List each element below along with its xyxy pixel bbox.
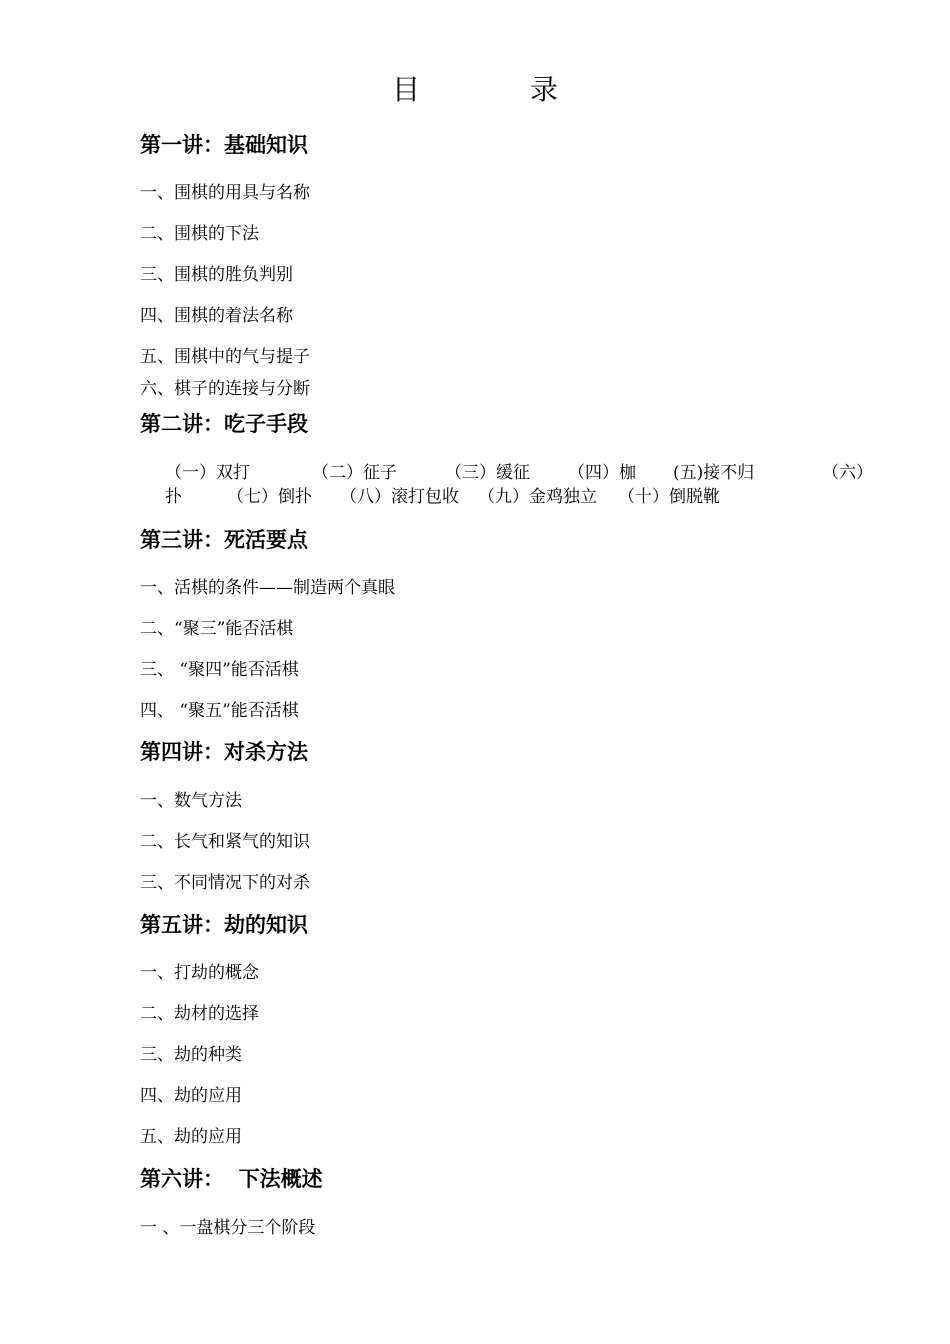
lecture-5-item-4: 四、劫的应用 bbox=[140, 1086, 242, 1106]
lecture-1-heading: 第一讲：基础知识 bbox=[140, 133, 308, 157]
lecture-1-item-4: 四、围棋的着法名称 bbox=[140, 306, 293, 326]
page-title bbox=[0, 70, 950, 110]
lecture-3-item-1: 一、活棋的条件——制造两个真眼 bbox=[140, 578, 395, 598]
technique-6: （六） bbox=[822, 463, 873, 483]
technique-5: (五)接不归 bbox=[673, 463, 755, 483]
title-char-1: 目 bbox=[391, 73, 420, 106]
lecture-6-item-1: 一 、一盘棋分三个阶段 bbox=[140, 1218, 316, 1238]
lecture-1-item-6: 六、棋子的连接与分断 bbox=[140, 379, 310, 399]
lecture-4-item-1: 一、数气方法 bbox=[140, 791, 242, 811]
lecture-3-item-2: 二、“聚三”能否活棋 bbox=[140, 619, 294, 639]
lecture-5-item-1: 一、打劫的概念 bbox=[140, 963, 259, 983]
lecture-1-item-2: 二、围棋的下法 bbox=[140, 224, 259, 244]
lecture-5-item-2: 二、劫材的选择 bbox=[140, 1004, 259, 1024]
lecture-5-item-5: 五、劫的应用 bbox=[140, 1127, 242, 1147]
technique-2: （二）征子 bbox=[312, 463, 397, 483]
lecture-5-heading: 第五讲：劫的知识 bbox=[140, 913, 308, 937]
title-char-2: 录 bbox=[530, 73, 559, 106]
lecture-5-item-3: 三、劫的种类 bbox=[140, 1045, 242, 1065]
technique-4: （四）枷 bbox=[568, 463, 636, 483]
lecture-2-heading: 第二讲：吃子手段 bbox=[140, 412, 308, 436]
lecture-1-item-5: 五、围棋中的气与提子 bbox=[140, 347, 310, 367]
technique-8: （八）滚打包收 bbox=[340, 487, 459, 507]
technique-1: （一）双打 bbox=[165, 463, 250, 483]
technique-6-cont: 扑 bbox=[165, 487, 182, 507]
lecture-3-heading: 第三讲：死活要点 bbox=[140, 528, 308, 552]
lecture-6-heading: 第六讲： 下法概述 bbox=[140, 1167, 323, 1191]
technique-7: （七）倒扑 bbox=[227, 487, 312, 507]
lecture-3-item-4: 四、 “聚五”能否活棋 bbox=[140, 701, 299, 721]
lecture-3-item-3: 三、 “聚四”能否活棋 bbox=[140, 660, 299, 680]
technique-3: （三）缓征 bbox=[445, 463, 530, 483]
lecture-4-item-3: 三、不同情况下的对杀 bbox=[140, 873, 310, 893]
technique-10: （十）倒脱靴 bbox=[618, 487, 720, 507]
lecture-4-item-2: 二、长气和紧气的知识 bbox=[140, 832, 310, 852]
lecture-1-item-3: 三、围棋的胜负判别 bbox=[140, 265, 293, 285]
lecture-1-item-1: 一、围棋的用具与名称 bbox=[140, 183, 310, 203]
lecture-4-heading: 第四讲：对杀方法 bbox=[140, 740, 308, 764]
technique-9: （九）金鸡独立 bbox=[478, 487, 597, 507]
